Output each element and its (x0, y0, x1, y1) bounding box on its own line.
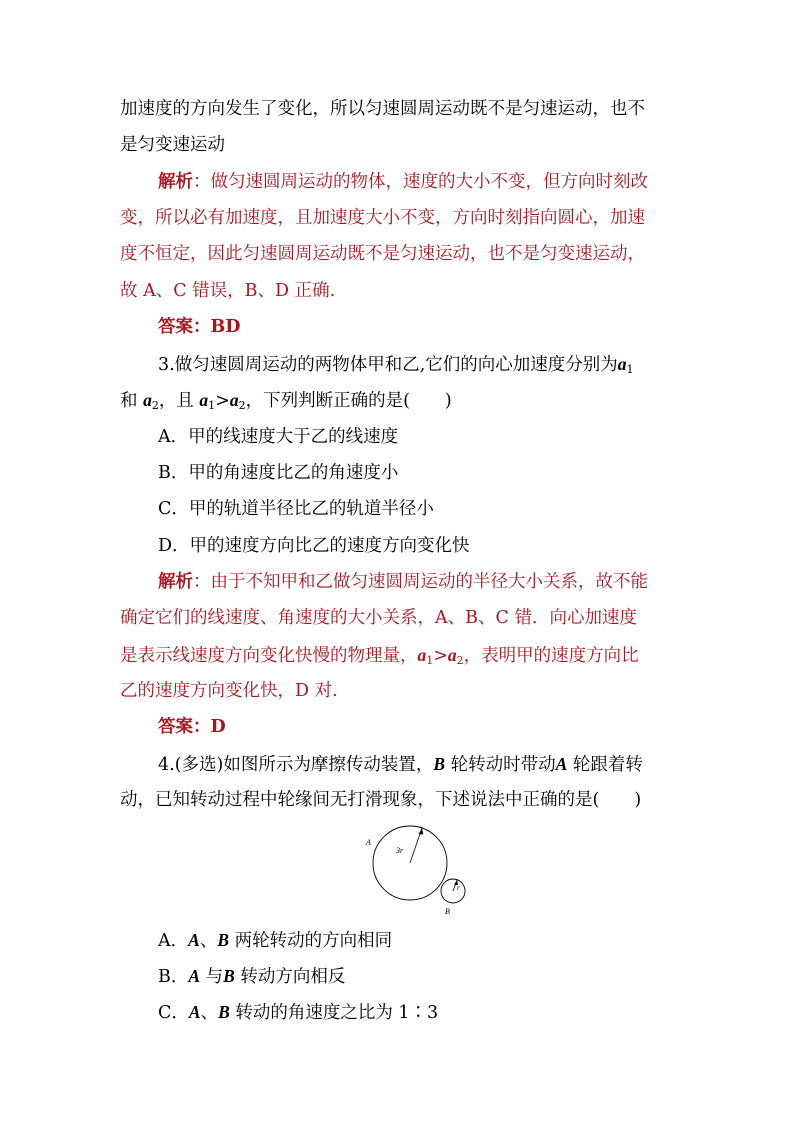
option-a (158, 928, 392, 953)
option-text: C． (158, 1003, 189, 1023)
option-text: 、 (200, 1003, 219, 1023)
var-a: a (143, 390, 152, 410)
gt: > (433, 646, 448, 666)
text-line: 是匀变速运动 (120, 135, 225, 155)
option-text: 转动的角速度之比为 1∶3 (229, 1003, 439, 1023)
question-text: 3.做匀速圆周运动的两物体甲和乙,它们的向心加速度分别为 (158, 355, 618, 375)
var-a: a (199, 390, 209, 410)
var-a: a (617, 354, 627, 374)
analysis-text: 乙的速度方向变化快，D 对. (120, 681, 338, 701)
answer-value: D (210, 717, 226, 737)
label-r: r (457, 884, 460, 892)
answer-line (158, 315, 240, 339)
var-b: B (433, 754, 446, 774)
text-line: 加速度的方向发生了变化，所以匀速圆周运动既不是匀速运动，也不 (120, 99, 645, 119)
var-b: B (218, 1002, 230, 1022)
subscript: 2 (151, 399, 159, 412)
colon: ： (193, 317, 211, 337)
colon: ： (193, 572, 211, 592)
question-3-stem (158, 352, 634, 382)
label-wheel-a: A (366, 838, 371, 847)
analysis-text: 确定它们的线速度、角速度的大小关系，A、B、C 错．向心加速度 (120, 608, 637, 628)
colon: ： (193, 717, 211, 737)
answer-label: 答案 (158, 317, 193, 337)
answer-line (158, 715, 226, 739)
analysis-text: 是表示线速度方向变化快慢的物理量， (120, 646, 418, 666)
question-3-stem-cont (120, 388, 452, 418)
question-text: ，下列判断正确的是( ) (245, 391, 452, 411)
subscript: 1 (426, 654, 434, 667)
subscript: 2 (456, 654, 464, 667)
colon: ： (193, 172, 211, 192)
option-c (158, 1000, 438, 1025)
var-a: A (555, 754, 568, 774)
question-text: 轮转动时带动 (445, 755, 556, 775)
radius-a-arrow (419, 828, 424, 835)
analysis-text: 由于不知甲和乙做匀速圆周运动的半径大小关系，故不能 (210, 572, 648, 592)
friction-drive-figure (360, 820, 480, 920)
option-c: C．甲的轨道半径比乙的轨道半径小 (158, 499, 434, 519)
question-text: ，且 (158, 391, 200, 411)
var-a: a (447, 645, 457, 665)
analysis-text: ，表明甲的速度方向比 (463, 646, 639, 666)
var-b: B (217, 930, 230, 950)
question-text: 动，已知转动过程中轮缘间无打滑现象，下述说法中正确的是( ) (120, 790, 642, 810)
gt: > (215, 391, 230, 411)
question-text: 4.(多选)如图所示为摩擦传动装置， (158, 755, 434, 775)
subscript: 2 (238, 399, 246, 412)
option-text: A． (158, 931, 189, 951)
subscript: 1 (626, 363, 634, 376)
analysis-text: 做匀速圆周运动的物体，速度的大小不变，但方向时刻改 (210, 172, 648, 192)
answer-value: BD (210, 317, 241, 337)
analysis-text: 度不恒定，因此匀速圆周运动既不是匀速运动，也不是匀变速运动， (120, 244, 645, 264)
option-text: 两轮转动的方向相同 (229, 931, 393, 951)
subscript: 1 (208, 399, 216, 412)
analysis-text: 变，所以必有加速度，且加速度大小不变，方向时刻指向圆心，加速 (120, 208, 645, 228)
option-text: 与 (200, 967, 224, 987)
option-d: D．甲的速度方向比乙的速度方向变化快 (158, 536, 470, 556)
answer-label: 答案 (158, 717, 193, 737)
label-3r: 3r (396, 846, 404, 855)
question-text: 和 (120, 391, 144, 411)
var-a: a (229, 390, 239, 410)
option-text: 、 (199, 931, 218, 951)
analysis-label: 解析 (158, 572, 193, 592)
analysis-text-line (120, 643, 639, 673)
option-b (158, 964, 345, 989)
option-a: A．甲的线速度大于乙的线速度 (158, 427, 399, 447)
option-b: B．甲的角速度比乙的角速度小 (158, 463, 399, 483)
option-text: 转动方向相反 (234, 967, 346, 987)
question-4-stem (158, 752, 643, 777)
analysis-paragraph (158, 170, 648, 194)
var-a: A (188, 1002, 201, 1022)
var-a: A (188, 966, 201, 986)
analysis-label: 解析 (158, 172, 193, 192)
label-wheel-b: B (445, 907, 450, 916)
analysis-text: 故 A、C 错误，B、D 正确. (120, 281, 336, 301)
var-b: B (223, 966, 235, 986)
option-text: B． (158, 967, 189, 987)
question-text: 轮跟着转 (567, 755, 643, 775)
var-a: A (188, 930, 200, 950)
analysis-paragraph (158, 570, 648, 594)
var-a: a (417, 645, 427, 665)
